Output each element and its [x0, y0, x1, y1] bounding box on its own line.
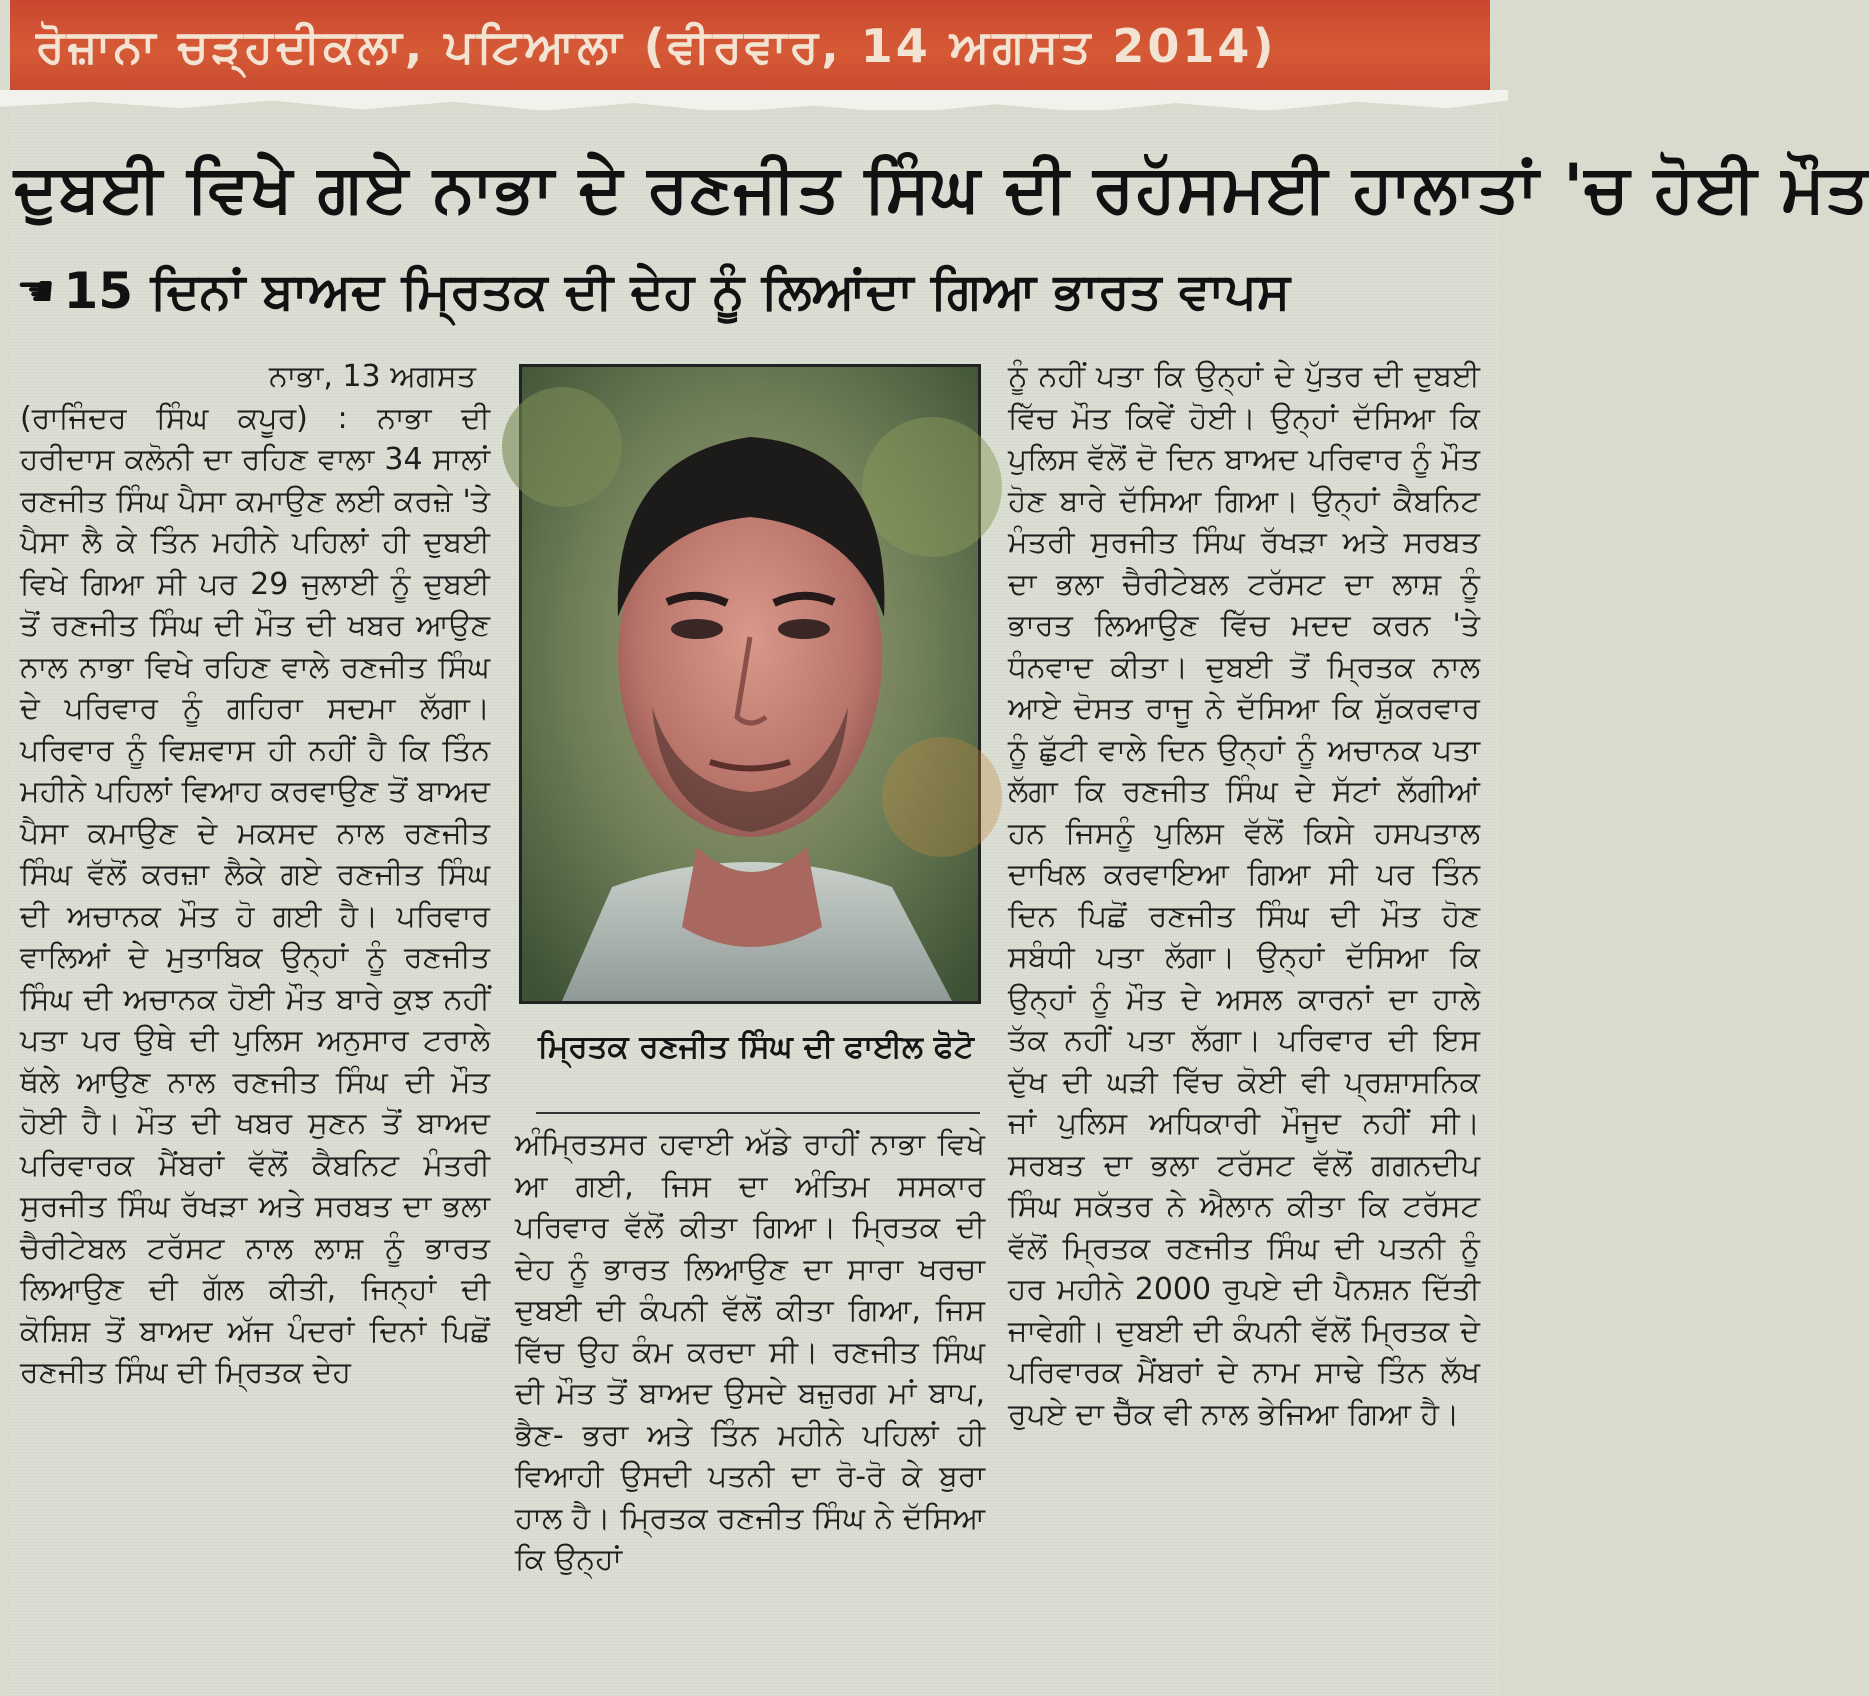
portrait-photo	[522, 367, 978, 1001]
article-subheadline-row	[16, 262, 1486, 321]
article-column-2	[515, 1124, 985, 1684]
article-headline: ਦੁਬਈ ਵਿਖੇ ਗਏ ਨਾਭਾ ਦੇ ਰਣਜੀਤ ਸਿੰਘ ਦੀ ਰਹੱਸਮਈ ਹਾਲਾਤਾਂ 'ਚ ਹੋਈ ਮੌਤ	[14, 150, 1869, 227]
article-dateline: ਨਾਭਾ, 13 ਅਗਸਤ	[269, 359, 476, 394]
article-column-3	[1008, 356, 1480, 1686]
article-column-3-text: ਨੂੰ ਨਹੀਂ ਪਤਾ ਕਿ ਉਨ੍ਹਾਂ ਦੇ ਪੁੱਤਰ ਦੀ ਦੁਬਈ ਵਿੱਚ ਮੌਤ ਕਿਵੇਂ ਹੋਈ। ਉਨ੍ਹਾਂ ਦੱਸਿਆ ਕਿ ਪੁਲਿਸ ਵੱਲੋਂ ਦੋ ਦਿਨ ਬਾਅਦ ਪਰਿਵਾਰ ਨੂੰ ਮੌਤ ਹੋਣ ਬਾਰੇ ਦੱਸਿਆ ਗਿਆ। ਉਨ੍ਹਾਂ ਕੈਬਨਿਟ ਮੰਤਰੀ ਸੁਰਜੀਤ ਸਿੰਘ ਰੱਖੜਾ ਅਤੇ ਸਰਬਤ ਦਾ ਭਲਾ ਚੈਰੀਟੇਬਲ ਟਰੱਸਟ ਦਾ ਲਾਸ਼ ਨੂੰ ਭਾਰਤ ਲਿਆਉਣ ਵਿੱਚ ਮਦਦ ਕਰਨ 'ਤੇ ਧੰਨਵਾਦ ਕੀਤਾ। ਦੁਬਈ ਤੋਂ ਮ੍ਰਿਤਕ ਨਾਲ ਆਏ ਦੋਸਤ ਰਾਜੂ ਨੇ ਦੱਸਿਆ ਕਿ ਸ਼ੁੱਕਰਵਾਰ ਨੂੰ ਛੁੱਟੀ ਵਾਲੇ ਦਿਨ ਉਨ੍ਹਾਂ ਨੂੰ ਅਚਾਨਕ ਪਤਾ ਲੱਗਾ ਕਿ ਰਣਜੀਤ ਸਿੰਘ ਦੇ ਸੱਟਾਂ ਲੱਗੀਆਂ ਹਨ ਜਿਸਨੂੰ ਪੁਲਿਸ ਵੱਲੋਂ ਕਿਸੇ ਹਸਪਤਾਲ ਦਾਖਿਲ ਕਰਵਾਇਆ ਗਿਆ ਸੀ ਪਰ ਤਿੰਨ ਦਿਨ ਪਿਛੋਂ ਰਣਜੀਤ ਸਿੰਘ ਦੀ ਮੌਤ ਹੋਣ ਸਬੰਧੀ ਪਤਾ ਲੱਗਾ। ਉਨ੍ਹਾਂ ਦੱਸਿਆ ਕਿ ਉਨ੍ਹਾਂ ਨੂੰ ਮੌਤ ਦੇ ਅਸਲ ਕਾਰਨਾਂ ਦਾ ਹਾਲੇ ਤੱਕ ਨਹੀਂ ਪਤਾ ਲੱਗਾ। ਪਰਿਵਾਰ ਦੀ ਇਸ ਦੁੱਖ ਦੀ ਘੜੀ ਵਿੱਚ ਕੋਈ ਵੀ ਪ੍ਰਸ਼ਾਸਨਿਕ ਜਾਂ ਪੁਲਿਸ ਅਧਿਕਾਰੀ ਮੌਜੂਦ ਨਹੀਂ ਸੀ। ਸਰਬਤ ਦਾ ਭਲਾ ਟਰੱਸਟ ਵੱਲੋਂ ਗਗਨਦੀਪ ਸਿੰਘ ਸਕੱਤਰ ਨੇ ਐਲਾਨ ਕੀਤਾ ਕਿ ਟਰੱਸਟ ਵੱਲੋਂ ਮ੍ਰਿਤਕ ਰਣਜੀਤ ਸਿੰਘ ਦੀ ਪਤਨੀ ਨੂੰ ਹਰ ਮਹੀਨੇ 2000 ਰੁਪਏ ਦੀ ਪੈਨਸ਼ਨ ਦਿੱਤੀ ਜਾਵੇਗੀ। ਦੁਬਈ ਦੀ ਕੰਪਨੀ ਵੱਲੋਂ ਮ੍ਰਿਤਕ ਦੇ ਪਰਿਵਾਰਕ ਮੈਂਬਰਾਂ ਦੇ ਨਾਮ ਸਾਢੇ ਤਿੰਨ ਲੱਖ ਰੁਪਏ ਦਾ ਚੈੱਕ ਵੀ ਨਾਲ ਭੇਜਿਆ ਗਿਆ ਹੈ।	[1008, 359, 1480, 1432]
photo-caption: ਮ੍ਰਿਤਕ ਰਣਜੀਤ ਸਿੰਘ ਦੀ ਫਾਈਲ ਫੋਟੋ	[538, 1029, 974, 1065]
masthead-banner	[10, 0, 1490, 92]
masthead-text: ਰੋਜ਼ਾਨਾ ਚੜ੍ਹਦੀਕਲਾ, ਪਟਿਆਲਾ (ਵੀਰਵਾਰ, 14 ਅਗਸਤ 2014)	[36, 19, 1277, 73]
caption-divider	[536, 1112, 980, 1114]
article-subheadline: 15 ਦਿਨਾਂ ਬਾਅਦ ਮ੍ਰਿਤਕ ਦੀ ਦੇਹ ਨੂੰ ਲਿਆਂਦਾ ਗਿਆ ਭਾਰਤ ਵਾਪਸ	[63, 262, 1291, 320]
file-photo	[519, 364, 981, 1004]
pointing-hand-icon: ☚	[16, 266, 56, 317]
article-column-1-text: (ਰਾਜਿੰਦਰ ਸਿੰਘ ਕਪੂਰ) : ਨਾਭਾ ਦੀ ਹਰੀਦਾਸ ਕਲੋਨੀ ਦਾ ਰਹਿਣ ਵਾਲਾ 34 ਸਾਲਾਂ ਰਣਜੀਤ ਸਿੰਘ ਪੈਸਾ ਕਮਾਉਣ ਲਈ ਕਰਜ਼ੇ 'ਤੇ ਪੈਸਾ ਲੈ ਕੇ ਤਿੰਨ ਮਹੀਨੇ ਪਹਿਲਾਂ ਹੀ ਦੁਬਈ ਵਿਖੇ ਗਿਆ ਸੀ ਪਰ 29 ਜੁਲਾਈ ਨੂੰ ਦੁਬਈ ਤੋਂ ਰਣਜੀਤ ਸਿੰਘ ਦੀ ਮੌਤ ਦੀ ਖਬਰ ਆਉਣ ਨਾਲ ਨਾਭਾ ਵਿਖੇ ਰਹਿਣ ਵਾਲੇ ਰਣਜੀਤ ਸਿੰਘ ਦੇ ਪਰਿਵਾਰ ਨੂੰ ਗਹਿਰਾ ਸਦਮਾ ਲੱਗਾ। ਪਰਿਵਾਰ ਨੂੰ ਵਿਸ਼ਵਾਸ ਹੀ ਨਹੀਂ ਹੈ ਕਿ ਤਿੰਨ ਮਹੀਨੇ ਪਹਿਲਾਂ ਵਿਆਹ ਕਰਵਾਉਣ ਤੋਂ ਬਾਅਦ ਪੈਸਾ ਕਮਾਉਣ ਦੇ ਮਕਸਦ ਨਾਲ ਰਣਜੀਤ ਸਿੰਘ ਵੱਲੋਂ ਕਰਜ਼ਾ ਲੈਕੇ ਗਏ ਰਣਜੀਤ ਸਿੰਘ ਦੀ ਅਚਾਨਕ ਮੌਤ ਹੋ ਗਈ ਹੈ। ਪਰਿਵਾਰ ਵਾਲਿਆਂ ਦੇ ਮੁਤਾਬਿਕ ਉਨ੍ਹਾਂ ਨੂੰ ਰਣਜੀਤ ਸਿੰਘ ਦੀ ਅਚਾਨਕ ਹੋਈ ਮੌਤ ਬਾਰੇ ਕੁਝ ਨਹੀਂ ਪਤਾ ਪਰ ਉਥੇ ਦੀ ਪੁਲਿਸ ਅਨੁਸਾਰ ਟਰਾਲੇ ਥੱਲੇ ਆਉਣ ਨਾਲ ਰਣਜੀਤ ਸਿੰਘ ਦੀ ਮੌਤ ਹੋਈ ਹੈ। ਮੌਤ ਦੀ ਖਬਰ ਸੁਣਨ ਤੋਂ ਬਾਅਦ ਪਰਿਵਾਰਕ ਮੈਂਬਰਾਂ ਵੱਲੋਂ ਕੈਬਨਿਟ ਮੰਤਰੀ ਸੁਰਜੀਤ ਸਿੰਘ ਰੱਖੜਾ ਅਤੇ ਸਰਬਤ ਦਾ ਭਲਾ ਚੈਰੀਟੇਬਲ ਟਰੱਸਟ ਨਾਲ ਲਾਸ਼ ਨੂੰ ਭਾਰਤ ਲਿਆਉਣ ਦੀ ਗੱਲ ਕੀਤੀ, ਜਿਨ੍ਹਾਂ ਦੀ ਕੋਸ਼ਿਸ਼ ਤੋਂ ਬਾਅਦ ਅੱਜ ਪੰਦਰਾਂ ਦਿਨਾਂ ਪਿਛੋਂ ਰਣਜੀਤ ਸਿੰਘ ਦੀ ਮ੍ਰਿਤਕ ਦੇਹ	[20, 400, 490, 1390]
article-column-2-text: ਅੰਮ੍ਰਿਤਸਰ ਹਵਾਈ ਅੱਡੇ ਰਾਹੀਂ ਨਾਭਾ ਵਿਖੇ ਆ ਗਈ, ਜਿਸ ਦਾ ਅੰਤਿਮ ਸਸਕਾਰ ਪਰਿਵਾਰ ਵੱਲੋਂ ਕੀਤਾ ਗਿਆ। ਮ੍ਰਿਤਕ ਦੀ ਦੇਹ ਨੂੰ ਭਾਰਤ ਲਿਆਉਣ ਦਾ ਸਾਰਾ ਖਰਚਾ ਦੁਬਈ ਦੀ ਕੰਪਨੀ ਵੱਲੋਂ ਕੀਤਾ ਗਿਆ, ਜਿਸ ਵਿੱਚ ਉਹ ਕੰਮ ਕਰਦਾ ਸੀ। ਰਣਜੀਤ ਸਿੰਘ ਦੀ ਮੌਤ ਤੋਂ ਬਾਅਦ ਉਸਦੇ ਬਜ਼ੁਰਗ ਮਾਂ ਬਾਪ, ਭੈਣ- ਭਰਾ ਅਤੇ ਤਿੰਨ ਮਹੀਨੇ ਪਹਿਲਾਂ ਹੀ ਵਿਆਹੀ ਉਸਦੀ ਪਤਨੀ ਦਾ ਰੋ-ਰੋ ਕੇ ਬੁਰਾ ਹਾਲ ਹੈ। ਮ੍ਰਿਤਕ ਰਣਜੀਤ ਸਿੰਘ ਨੇ ਦੱਸਿਆ ਕਿ ਉਨ੍ਹਾਂ	[515, 1127, 985, 1577]
article-column-1	[20, 356, 490, 1686]
